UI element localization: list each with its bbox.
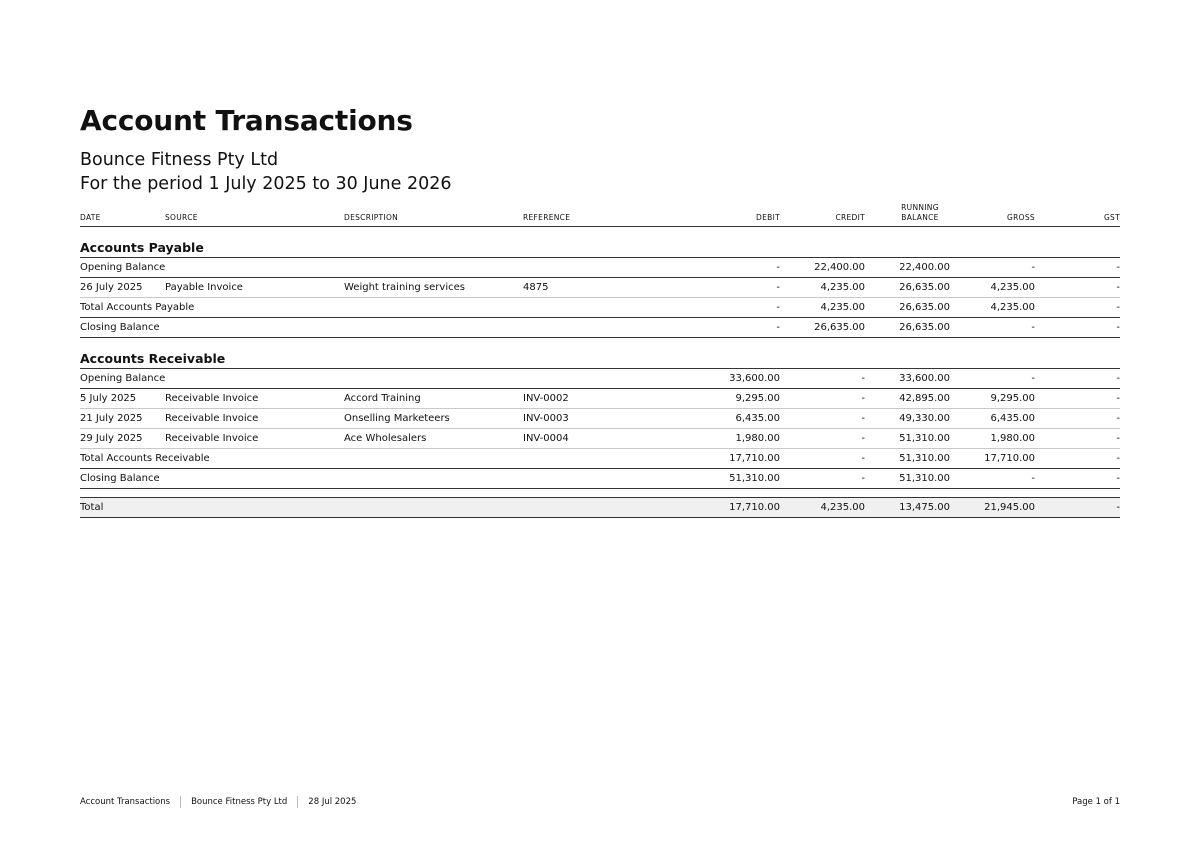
section-heading-text: Accounts Payable <box>80 227 1120 258</box>
credit-cell: - <box>780 389 865 409</box>
gross-cell: 4,235.00 <box>950 298 1035 318</box>
running-balance-cell: 51,310.00 <box>865 449 950 469</box>
gross-cell: 6,435.00 <box>950 409 1035 429</box>
source-cell: Payable Invoice <box>165 278 344 298</box>
gst-cell: - <box>1035 318 1120 338</box>
table-row <box>80 429 1120 449</box>
table-row <box>80 409 1120 429</box>
gross-cell: 9,295.00 <box>950 389 1035 409</box>
closing-balance-row <box>80 469 1120 489</box>
credit-cell: - <box>780 409 865 429</box>
col-header-source: SOURCE <box>165 197 344 227</box>
credit-cell: 4,235.00 <box>780 278 865 298</box>
closing-balance-row <box>80 318 1120 338</box>
gross-cell: 1,980.00 <box>950 429 1035 449</box>
gst-cell: - <box>1035 469 1120 489</box>
running-balance-cell: 26,635.00 <box>865 278 950 298</box>
running-balance-cell: 33,600.00 <box>865 369 950 389</box>
report-title: Account Transactions <box>80 104 413 137</box>
debit-cell: - <box>680 258 780 278</box>
table-spacer <box>80 489 1120 498</box>
balance-label: BALANCE <box>901 213 939 222</box>
gst-cell: - <box>1035 449 1120 469</box>
gst-cell: - <box>1035 298 1120 318</box>
date-cell: 5 July 2025 <box>80 389 165 409</box>
col-header-running-balance <box>865 197 950 227</box>
running-balance-cell: 49,330.00 <box>865 409 950 429</box>
row-label: Closing Balance <box>80 318 680 338</box>
footer-organisation: Bounce Fitness Pty Ltd <box>191 797 288 807</box>
reference-cell: INV-0004 <box>523 429 680 449</box>
row-label: Total Accounts Receivable <box>80 449 680 469</box>
description-cell: Onselling Marketeers <box>344 409 523 429</box>
source-cell: Receivable Invoice <box>165 389 344 409</box>
running-balance-cell: 26,635.00 <box>865 318 950 338</box>
date-cell: 29 July 2025 <box>80 429 165 449</box>
gst-cell: - <box>1035 369 1120 389</box>
date-cell: 26 July 2025 <box>80 278 165 298</box>
opening-balance-row <box>80 369 1120 389</box>
col-header-gross: GROSS <box>950 197 1035 227</box>
credit-cell: - <box>780 449 865 469</box>
debit-cell: 51,310.00 <box>680 469 780 489</box>
running-label: RUNNING <box>901 203 939 212</box>
date-cell: 21 July 2025 <box>80 409 165 429</box>
gst-cell: - <box>1035 409 1120 429</box>
gross-cell: 17,710.00 <box>950 449 1035 469</box>
running-balance-cell: 51,310.00 <box>865 429 950 449</box>
credit-cell: - <box>780 429 865 449</box>
footer-divider <box>297 796 298 808</box>
row-label: Opening Balance <box>80 258 680 278</box>
report-page <box>80 104 1120 518</box>
debit-cell: 1,980.00 <box>680 429 780 449</box>
debit-cell: - <box>680 318 780 338</box>
credit-cell: 4,235.00 <box>780 298 865 318</box>
debit-cell: 9,295.00 <box>680 389 780 409</box>
gst-cell: - <box>1035 389 1120 409</box>
transactions-table <box>80 197 1120 518</box>
col-header-reference: REFERENCE <box>523 197 680 227</box>
source-cell: Receivable Invoice <box>165 429 344 449</box>
running-balance-cell: 22,400.00 <box>865 258 950 278</box>
credit-cell: - <box>780 369 865 389</box>
credit-cell: 4,235.00 <box>780 498 865 518</box>
total-accounts-payable-row <box>80 298 1120 318</box>
col-header-date: DATE <box>80 197 165 227</box>
gross-cell: - <box>950 469 1035 489</box>
total-accounts-receivable-row <box>80 449 1120 469</box>
gst-cell: - <box>1035 258 1120 278</box>
col-header-gst: GST <box>1035 197 1120 227</box>
description-cell: Accord Training <box>344 389 523 409</box>
debit-cell: 17,710.00 <box>680 449 780 469</box>
grand-total-row <box>80 498 1120 518</box>
gross-cell: 4,235.00 <box>950 278 1035 298</box>
debit-cell: 33,600.00 <box>680 369 780 389</box>
credit-cell: 26,635.00 <box>780 318 865 338</box>
gst-cell: - <box>1035 498 1120 518</box>
gross-cell: 21,945.00 <box>950 498 1035 518</box>
gross-cell: - <box>950 369 1035 389</box>
credit-cell: - <box>780 469 865 489</box>
description-cell: Ace Wholesalers <box>344 429 523 449</box>
organisation-name: Bounce Fitness Pty Ltd <box>80 150 279 170</box>
table-row <box>80 278 1120 298</box>
opening-balance-row <box>80 258 1120 278</box>
row-label: Total <box>80 498 680 518</box>
table-row <box>80 389 1120 409</box>
gst-cell: - <box>1035 429 1120 449</box>
section-heading-accounts-receivable <box>80 338 1120 369</box>
gross-cell: - <box>950 318 1035 338</box>
section-heading-text: Accounts Receivable <box>80 338 1120 369</box>
running-balance-cell: 13,475.00 <box>865 498 950 518</box>
credit-cell: 22,400.00 <box>780 258 865 278</box>
running-balance-cell: 51,310.00 <box>865 469 950 489</box>
footer-date: 28 Jul 2025 <box>308 797 357 807</box>
debit-cell: - <box>680 278 780 298</box>
running-balance-cell: 42,895.00 <box>865 389 950 409</box>
footer-page-number: Page 1 of 1 <box>1072 797 1120 807</box>
gst-cell: - <box>1035 278 1120 298</box>
col-header-debit: DEBIT <box>680 197 780 227</box>
reference-cell: 4875 <box>523 278 680 298</box>
table-header-row <box>80 197 1120 227</box>
reference-cell: INV-0002 <box>523 389 680 409</box>
row-label: Total Accounts Payable <box>80 298 680 318</box>
debit-cell: 6,435.00 <box>680 409 780 429</box>
col-header-credit: CREDIT <box>780 197 865 227</box>
row-label: Closing Balance <box>80 469 680 489</box>
debit-cell: - <box>680 298 780 318</box>
spacer-cell <box>80 489 1120 498</box>
report-period: For the period 1 July 2025 to 30 June 2026 <box>80 174 452 194</box>
description-cell: Weight training services <box>344 278 523 298</box>
debit-cell: 17,710.00 <box>680 498 780 518</box>
col-header-description: DESCRIPTION <box>344 197 523 227</box>
gross-cell: - <box>950 258 1035 278</box>
reference-cell: INV-0003 <box>523 409 680 429</box>
source-cell: Receivable Invoice <box>165 409 344 429</box>
row-label: Opening Balance <box>80 369 680 389</box>
page-footer <box>80 796 1120 808</box>
footer-report-name: Account Transactions <box>80 797 171 807</box>
running-balance-cell: 26,635.00 <box>865 298 950 318</box>
section-heading-accounts-payable <box>80 227 1120 258</box>
footer-divider <box>180 796 181 808</box>
